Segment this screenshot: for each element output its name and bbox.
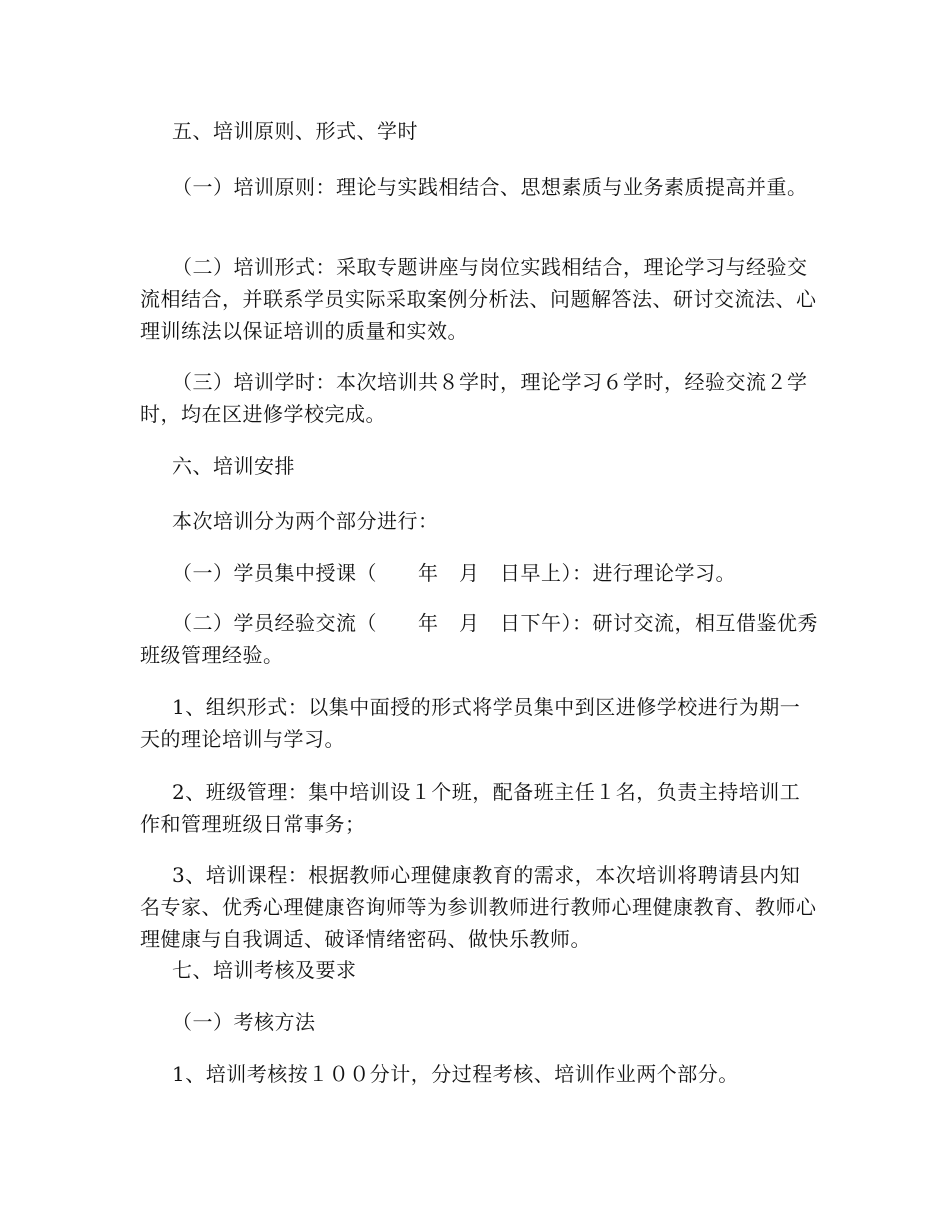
section-heading-principles: 五、培训原则、形式、学时 bbox=[172, 119, 418, 143]
paragraph-training-principle: （一）培训原则：理论与实践相结合、思想素质与业务素质提高并重。 bbox=[172, 175, 808, 199]
paragraph-arrangement-intro: 本次培训分为两个部分进行： bbox=[172, 509, 439, 533]
paragraph-training-hours: （三）培训学时：本次培训共８学时，理论学习６学时，经验交流２学时，均在区进修学校完成。 bbox=[140, 370, 808, 426]
paragraph-assessment-method-heading: （一）考核方法 bbox=[172, 1010, 316, 1034]
section-heading-assessment: 七、培训考核及要求 bbox=[172, 958, 357, 982]
paragraph-class-management: 2、班级管理：集中培训设１个班，配备班主任１名，负责主持培训工作和管理班级日常事务； bbox=[140, 780, 801, 836]
paragraph-organization-form: 1、组织形式：以集中面授的形式将学员集中到区进修学校进行为期一天的理论培训与学习。 bbox=[140, 695, 801, 751]
paragraph-training-form: （二）培训形式：采取专题讲座与岗位实践相结合，理论学习与经验交流相结合，并联系学员实际采取案例分析法、问题解答法、研讨交流法、心理训练法以保证培训的质量和实效。 bbox=[140, 255, 817, 343]
paragraph-part-one: （一）学员集中授课（ 年 月 日早上）：进行理论学习。 bbox=[172, 561, 736, 585]
paragraph-part-two: （二）学员经验交流（ 年 月 日下午）：研讨交流，相互借鉴优秀班级管理经验。 bbox=[140, 611, 818, 667]
paragraph-assessment-method-one: 1、培训考核按１００分计，分过程考核、培训作业两个部分。 bbox=[172, 1062, 739, 1086]
section-heading-arrangement: 六、培训安排 bbox=[172, 454, 295, 478]
paragraph-training-courses: 3、培训课程：根据教师心理健康教育的需求，本次培训将聘请县内知名专家、优秀心理健康咨询师等为参训教师进行教师心理健康教育、教师心理健康与自我调适、破译情绪密码、做快乐教师。 bbox=[140, 863, 817, 951]
